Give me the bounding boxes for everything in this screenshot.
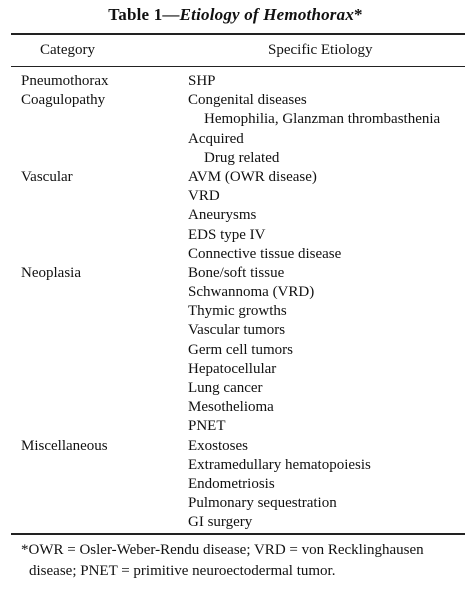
etiology-cell: Acquired [188,130,244,147]
table-row [0,206,471,225]
category-cell: Pneumothorax [21,73,109,89]
table-row [0,398,471,417]
table-title [0,5,471,25]
etiology-cell: Vascular tumors [188,322,286,339]
etiology-cell: Endometriosis [188,475,275,492]
etiology-cell: Congenital diseases [188,92,307,109]
etiology-cell: EDS type IV [188,226,266,243]
footnote-line-2: disease; PNET = primitive neuroectodermal tumor. [29,563,336,579]
table-title-italic: Etiology of Hemothorax [179,5,355,24]
table-row [0,283,471,302]
etiology-cell: SHP [188,73,216,89]
table-title-prefix: Table 1— [108,5,180,24]
etiology-cell: Pulmonary sequestration [188,495,337,512]
bottom-rule [11,533,465,535]
category-cell: Miscellaneous [21,437,108,454]
table-row [0,417,471,436]
etiology-cell: Exostoses [188,437,248,454]
table-row [0,110,471,129]
table-body [0,72,471,533]
footnote-line-1: *OWR = Osler-Weber-Rendu disease; VRD = von Recklinghausen [21,542,424,558]
top-rule [11,33,465,35]
table-row [0,494,471,513]
table-row [0,72,471,91]
table-row [0,187,471,206]
table-footnote [21,540,466,582]
etiology-cell: AVM (OWR disease) [188,168,317,185]
header-specific-etiology: Specific Etiology [268,42,373,58]
category-cell: Vascular [21,168,73,185]
table-row [0,168,471,187]
header-category: Category [40,42,95,58]
table-row [0,475,471,494]
etiology-cell: Drug related [204,149,280,166]
table-row [0,341,471,360]
table-title-suffix: * [354,5,363,24]
table-row [0,226,471,245]
etiology-cell: VRD [188,188,220,205]
table-row [0,149,471,168]
table-row [0,513,471,532]
table-row [0,437,471,456]
table-row [0,264,471,283]
etiology-cell: Connective tissue disease [188,245,342,262]
etiology-cell: GI surgery [188,514,253,531]
etiology-cell: Mesothelioma [188,399,274,416]
table-row [0,245,471,264]
table-row [0,302,471,321]
table-row [0,360,471,379]
table-row [0,130,471,149]
etiology-cell: Thymic growths [188,303,287,320]
table-row [0,379,471,398]
header-rule [11,66,465,67]
category-cell: Coagulopathy [21,92,106,109]
etiology-cell: Hemophilia, Glanzman thrombasthenia [204,111,441,128]
etiology-cell: Bone/soft tissue [188,264,285,281]
etiology-cell: Schwannoma (VRD) [188,284,315,301]
table-row [0,456,471,475]
etiology-cell: PNET [188,418,226,435]
category-cell: Neoplasia [21,264,81,281]
table-row [0,321,471,340]
etiology-cell: Lung cancer [188,380,263,396]
etiology-cell: Extramedullary hematopoiesis [188,456,371,473]
table-row [0,91,471,110]
etiology-cell: Germ cell tumors [188,341,293,358]
etiology-cell: Hepatocellular [188,360,277,377]
etiology-cell: Aneurysms [188,207,257,224]
